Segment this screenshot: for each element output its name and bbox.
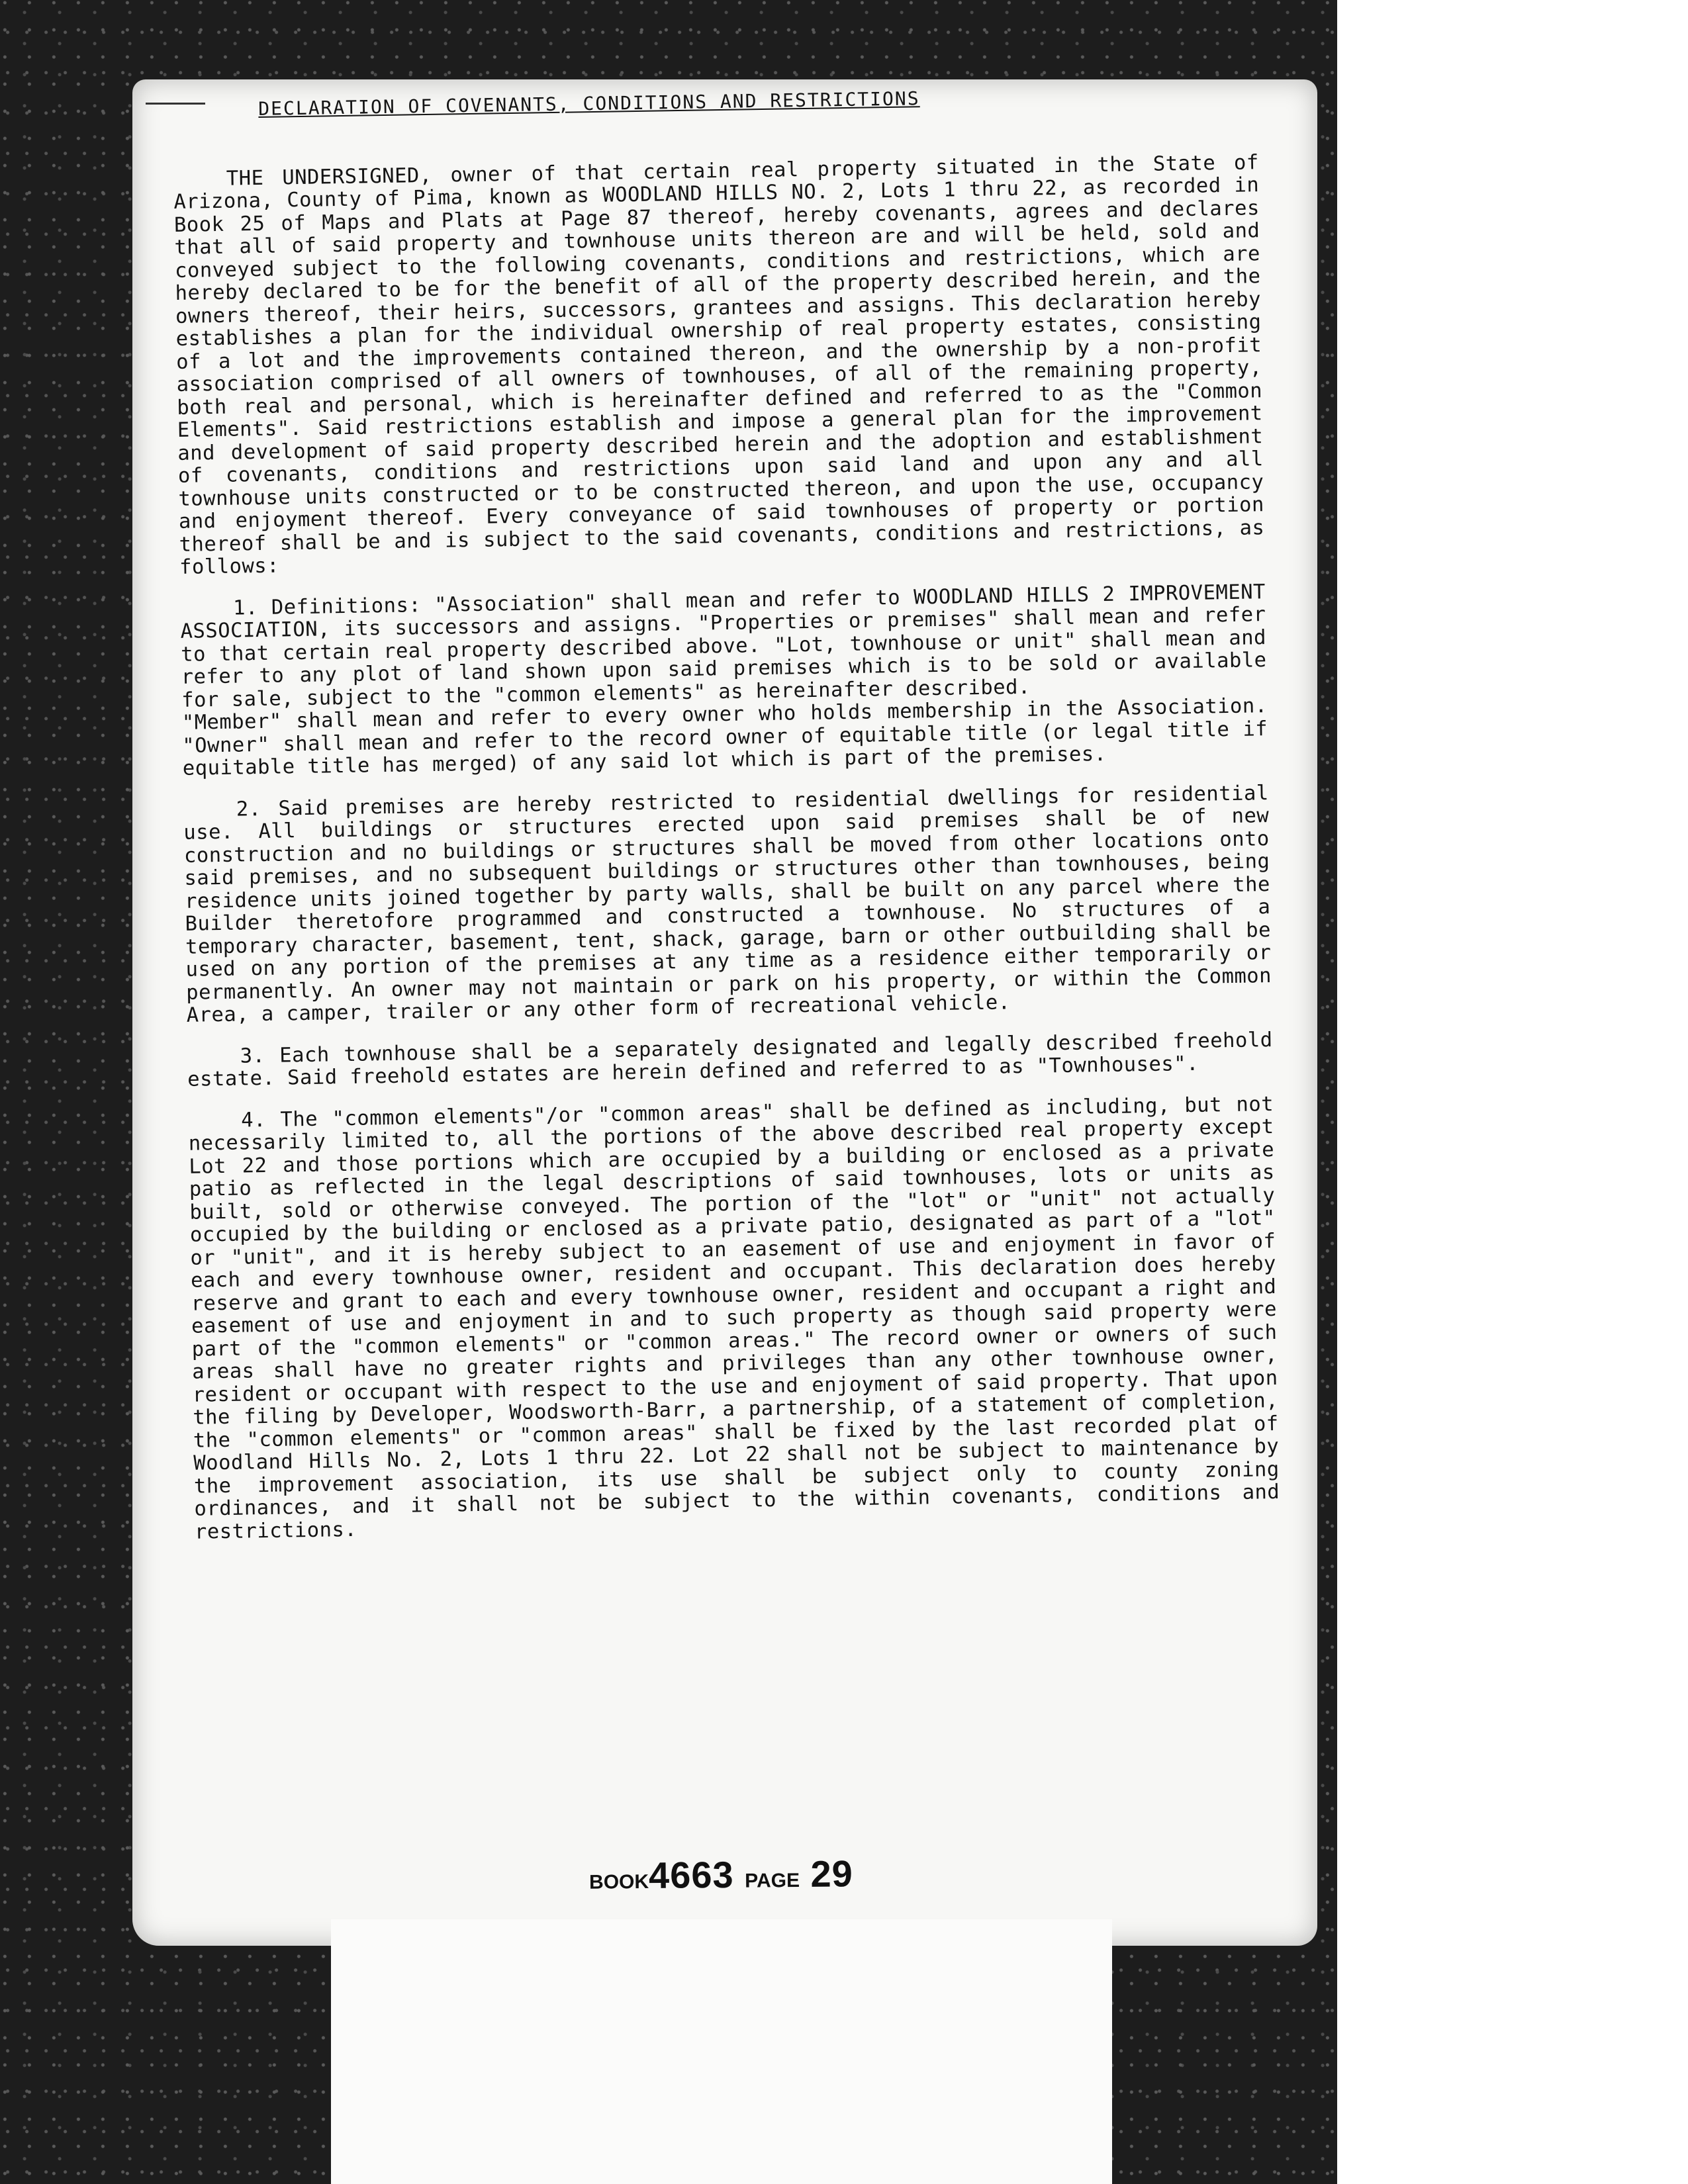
section-1-definitions: 1. Definitions: "Association" shall mean and refer to WOODLAND HILLS 2 IMPROVEMENT ASSOCIATION, its successors and assigns. "Properties or premises" shall mean and refer to that certain real property described above. "Lot, townhouse or unit" shall mean and refer to any plot of land shown upon said premises which is to be sold or available for sale, subject to the "common elements" as hereinafter described. "Member" shall mean and refer to every owner who holds membership in the Association. "Owner" shall mean and refer to the record owner of equitable title (or legal title if equitable title has merged) of any said lot which is part of the premises. [180,580,1268,780]
recording-stamp [589,1852,853,1897]
document-title: DECLARATION OF COVENANTS, CONDITIONS AND RESTRICTIONS [258,87,920,120]
section-2-residential-use: 2. Said premises are hereby restricted to residential dwellings for residential use. All buildings or structures erected upon said premises shall be of new construction and no buildings or structures shall be moved from other locations onto said premises, and no subsequent buildings or structures other than townhouses, being residence units joined together by party walls, shall be built on any parcel where the Builder theretofore programmed and constructed a townhouse. No structures of a temporary character, basement, tent, shack, garage, barn or other outbuilding shall be used on any portion of the premises at any time as a residence either temporarily or permanently. An owner may not maintain or park on his property, or within the Common Area, a camper, trailer or any other form of recreational vehicle. [183,781,1272,1027]
paper-sheet-bottom [331,1919,1112,2184]
book-number: 4663 [648,1853,734,1896]
section-4-common-elements: 4. The "common elements"/or "common areas" shall be defined as including, but not necessarily limited to, all the portions of the above described real property except Lot 22 and those portions which are occupied by a building or enclosed as a private patio as reflected in the legal descriptions of said townhouses, lots or units as built, sold or otherwise conveyed. The portion of the "lot" or "unit" not actually occupied by the building or enclosed as a private patio, designated as part of a "lot" or "unit", and it is hereby subject to an easement of use and enjoyment in favor of each and every townhouse owner, resident and occupant. This declaration does hereby reserve and grant to each and every townhouse owner, resident and occupant a right and easement of use and enjoyment in and to such property as though said property were part of the "common elements" or "common areas." The record owner or owners of such areas shall have no greater rights and privileges than any other townhouse owner, resident or occupant with respect to the use and enjoyment of said property. That upon the filing by Developer, Woodsworth-Barr, a partnership, of a statement of completion, the "common elements" or "common areas" shall be fixed by the last recorded plat of Woodland Hills No. 2, Lots 1 thru 22. Lot 22 shall not be subject to maintenance by the improvement association, its use shall be subject only to county zoning ordinances, and it shall not be subject to the within covenants, conditions and restrictions. [188,1092,1280,1544]
document-body [172,82,1281,1562]
section-3-townhouses: 3. Each townhouse shall be a separately designated and legally described freehold estate. Said freehold estates are herein defined and referred to as "Townhouses". [187,1028,1273,1091]
preamble-paragraph: THE UNDERSIGNED, owner of that certain real property situated in the State of Arizona, County of Pima, known as WOODLAND HILLS NO. 2, Lots 1 thru 22, as recorded in Book 25 of Maps and Plats at Page 87 thereof, hereby covenants, agrees and declares that all of said property and townhouse units thereon are and will be held, sold and conveyed subject to the following covenants, conditions and restrictions, which are hereby declared to be for the benefit of all of the property described herein, and the owners thereof, their heirs, successors, grantees and assigns. This declaration hereby establishes a plan for the individual ownership of real property estates, consisting of a lot and the improvements contained thereon, and the ownership by a non-profit association comprised of all owners of townhouses, of all of the remaining property, both real and personal, which is hereinafter defined and referred to as the "Common Elements". Said restrictions establish and impose a general plan for the improvement and development of said property described herein and the adoption and establishment of covenants, conditions and restrictions upon said land and upon any and all townhouse units constructed or to be constructed thereon, and upon the use, occupancy and enjoyment thereof. Every conveyance of said townhouses of property or portion thereof shall be and is subject to the said covenants, conditions and restrictions, as follows: [173,150,1265,579]
page-margin-right [1337,0,1688,2184]
book-label: BOOK [588,1870,649,1893]
page-label: PAGE [745,1869,800,1892]
page-number: 29 [810,1852,854,1895]
